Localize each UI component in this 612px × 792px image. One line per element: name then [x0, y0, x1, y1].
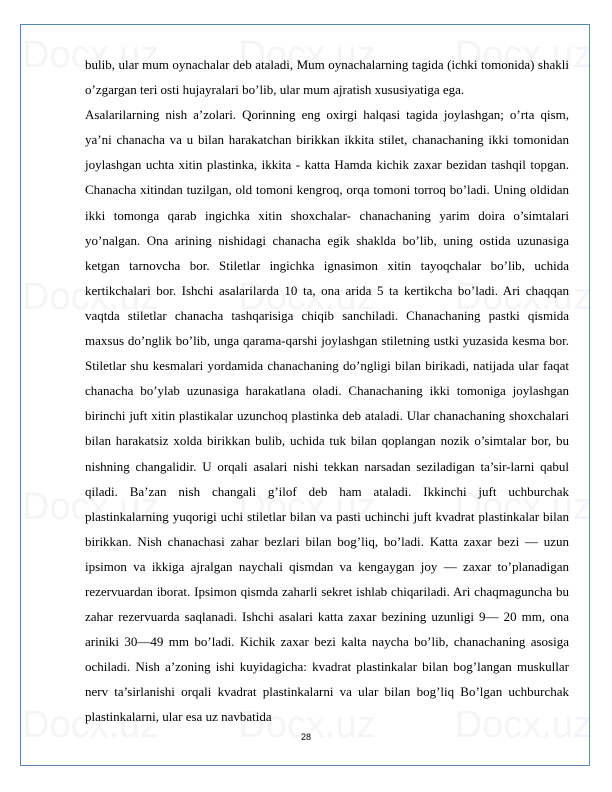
- paragraph: Asalarilarning nish a’zolari. Qorinning eng oxirgi halqasi tagida joylashgan; o’rta qism, ya’ni chanacha va u bilan harakatchan birikkan ikkita stilet, chanachaning ikki tomonidan joylashgan uchta xitin plastinka, ikkita - katta Hamda kichik zaxar bezidan tashqil topgan. Chanacha xitindan tuzilgan, old tomoni kengroq, orqa tomoni torroq bo’ladi. Uning oldidan ikki tomonga qarab ingichka xitin shoxchalar- chanachaning yarim doira o’simtalari yo’nalgan. Ona arining nishidagi chanacha egik shaklda bo’lib, uning ostida uzunasiga ketgan tarnovcha bor. Stiletlar ingichka ignasimon xitin tayoqchalar bo’lib, uchida kertikchalari bor. Ishchi asalarilarda 10 ta, ona arida 5 ta kertikcha bo’ladi. Ari chaqqan vaqtda stiletlar chanacha tashqarisiga chiqib sanchiladi. Chanachaning pastki qismida maxsus do’nglik bo’lib, unga qarama-qarshi joylashgan stiletning ustki yuzasida kesma bor. Stiletlar shu kesmalari yordamida chanachaning do’ngligi bilan birikadi, natijada ular faqat chanacha bo’ylab uzunasiga harakatlana oladi. Chanachaning ikki tomoniga joylashgan birinchi juft xitin plastikalar uzunchoq plastinka deb ataladi. Ular chanachaning shoxchalari bilan harakatsiz xolda birikkan bulib, uchida tuk bilan qoplangan nozik o’simtalar bor, bu nishning changalidir. U orqali asalari nishi tekkan narsadan seziladigan ta’sir-larni qabul qiladi. Ba’zan nish changali g’ilof deb ham ataladi. Ikkinchi juft uchburchak plastinkalarning yuqorigi uchi stiletlar bilan va pasti uchinchi juft kvadrat plastinkalar bilan birikkan. Nish chanachasi zahar bezlari bilan bog’liq, bo’ladi. Katta zaxar bezi — uzun ipsimon va ikkiga ajralgan naychali qismdan va kengaygan joy — zaxar to’planadigan rezervuardan iborat. Ipsimon qismda zaharli sekret ishlab chiqariladi. Ari chaqmaguncha bu zahar rezervuarda saqlanadi. Ishchi asalari katta zaxar bezining uzunligi 9— 20 mm, ona ariniki 30—49 mm bo’ladi. Kichik zaxar bezi kalta naycha bo’lib, chanachaning asosiga ochiladi. Nish a’zoning ishi kuyidagicha: kvadrat plastinkalar bilan bog’langan muskullar nerv ta’sirlanishi orqali kvadrat plastinkalarni va ular bilan bog’liq Bo’lgan uchburchak plastinkalarni, ular esa uz navbatida: [85, 107, 569, 725]
- document-body: [85, 52, 569, 730]
- page-number: 28: [300, 732, 311, 742]
- paragraph: bulib, ular mum oynachalar deb ataladi, Mum oynachalarning tagida (ichki tomonida) shakli o’zgargan teri osti hujayralari bo’lib, ular mum ajratish xususiyatiga ega.: [85, 57, 569, 98]
